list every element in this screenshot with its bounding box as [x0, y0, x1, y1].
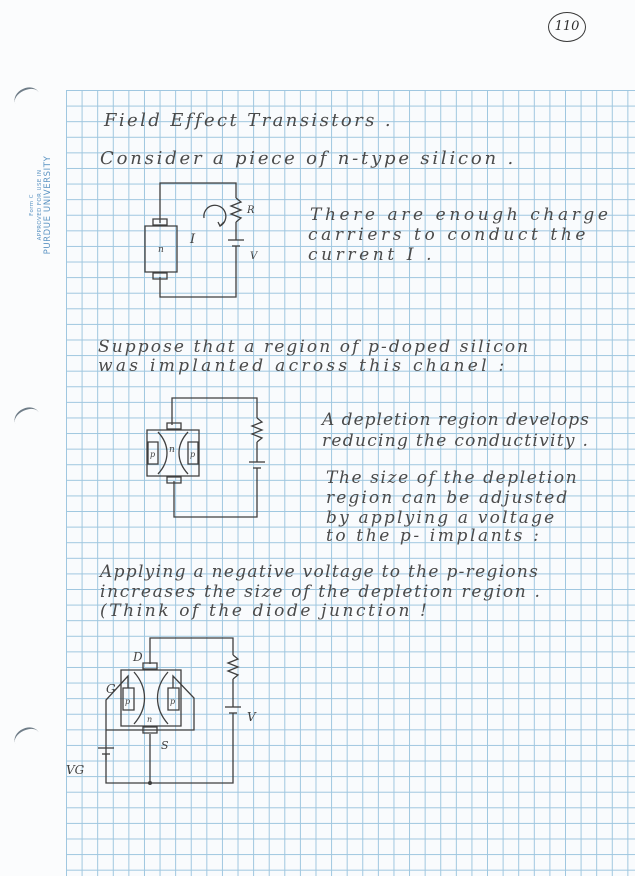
text-line: The size of the depletion [326, 468, 579, 488]
source-label: S [161, 739, 169, 752]
channel-label: n [169, 445, 175, 455]
text-line: Suppose that a region of p-doped silicon [98, 337, 531, 357]
p-region-label: p [125, 697, 131, 706]
circuit-diagram-2 [147, 398, 265, 517]
text-line: Applying a negative voltage to the p-regions [100, 562, 540, 582]
page-title: Field Effect Transistors . [104, 110, 393, 131]
page-number: 110 [548, 12, 586, 42]
drain-label: D [133, 650, 143, 664]
text-line: A depletion region develops [322, 410, 590, 430]
voltage-label: V [250, 251, 258, 262]
channel-label: n [158, 245, 164, 255]
text-line: There are enough charge [310, 205, 612, 225]
text-line: to the p- implants : [326, 526, 542, 546]
stamp-line: PURDUE UNIVERSITY [43, 155, 53, 255]
text-line: (Think of the diode junction ! [100, 601, 430, 621]
text-line: Consider a piece of n-type silicon . [100, 148, 516, 169]
text-line: reducing the conductivity . [322, 431, 590, 451]
text-line: was implanted across this chanel : [98, 356, 508, 376]
stamp-line: APPROVED FOR USE IN [37, 169, 43, 241]
gate-voltage-label: VG [66, 763, 85, 777]
text-line: carriers to conduct the [308, 225, 590, 245]
circuit-diagram-3 [66, 638, 257, 785]
channel-label: n [147, 715, 153, 724]
p-region-label: p [190, 450, 196, 459]
current-label: I [190, 232, 196, 247]
circuit-diagram-1 [145, 183, 259, 297]
stamp-line: Form C [29, 194, 35, 216]
text-line: by applying a voltage [326, 508, 557, 528]
p-region-label: p [170, 697, 176, 706]
voltage-label: V [247, 710, 256, 724]
resistor-label: R [247, 205, 255, 216]
text-line: current I . [308, 245, 436, 265]
gate-label: G [106, 682, 116, 696]
text-line: region can be adjusted [326, 488, 570, 508]
text-line: increases the size of the depletion region . [100, 582, 542, 602]
p-region-label: p [150, 450, 156, 459]
